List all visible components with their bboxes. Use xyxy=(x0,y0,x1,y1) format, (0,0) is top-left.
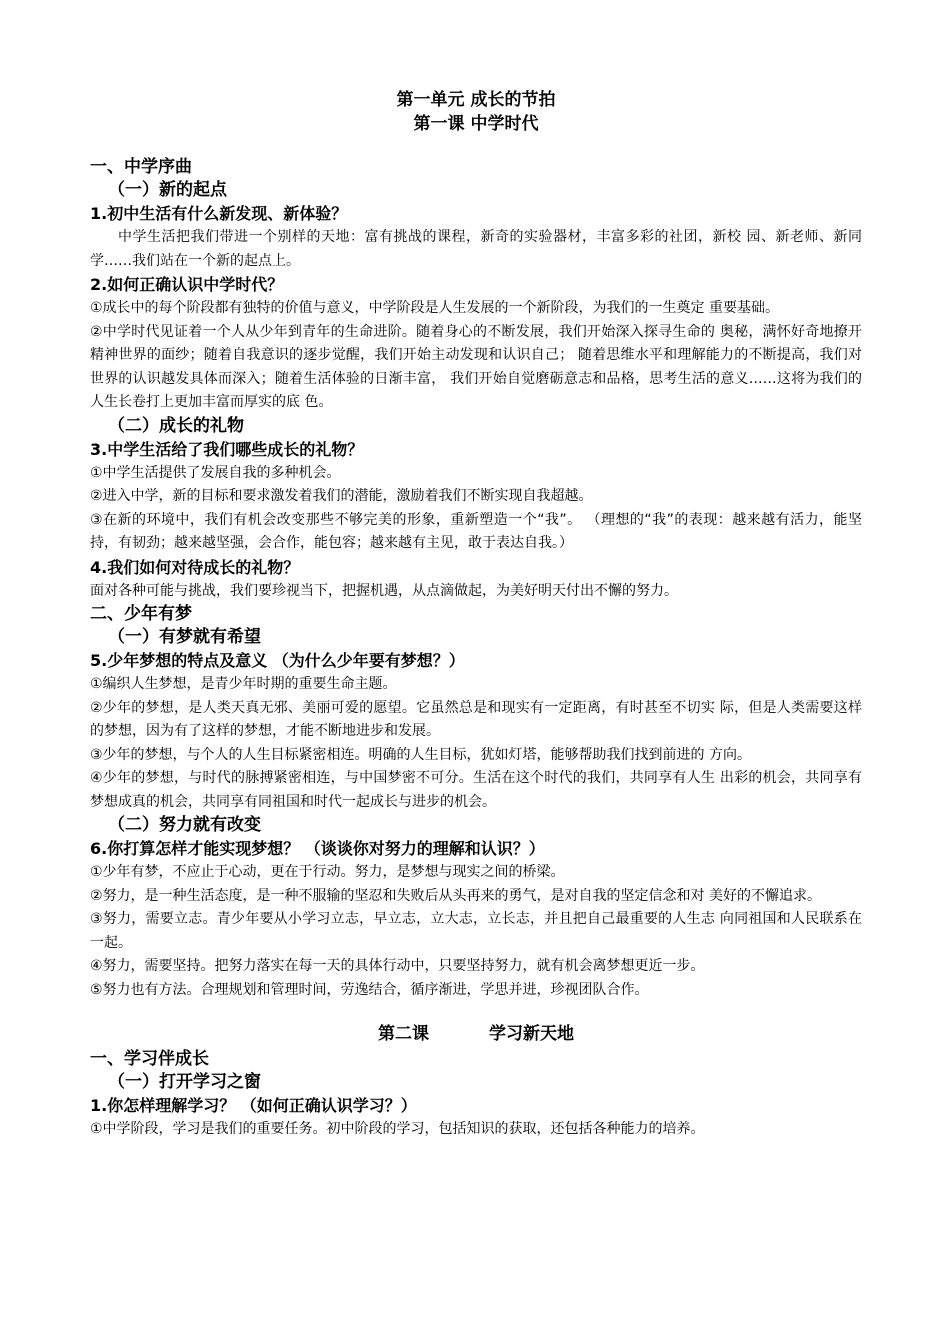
paragraph: ③少年的梦想，与个人的人生目标紧密相连。明确的人生目标，犹如灯塔，能够帮助我们找到前进的 方向。 xyxy=(90,746,751,763)
question-heading: 1.初中生活有什么新发现、新体验？ xyxy=(90,204,348,223)
paragraph: ④努力，需要坚持。把努力落实在每一天的具体行动中，只要坚持努力，就有机会离梦想更近一步。 xyxy=(90,958,705,974)
lesson2-name: 学习新天地 xyxy=(489,1024,574,1044)
lesson1-title: 第一课 中学时代 xyxy=(413,114,539,134)
paragraph: ①编织人生梦想，是青少年时期的重要生命主题。 xyxy=(90,676,397,692)
paragraph: 中学生活把我们带进一个别样的天地：富有挑战的课程，新奇的实验器材，丰富多彩的社团，新校 园、新老师、新同学……我们站在一个新的起点上。 xyxy=(90,229,862,269)
paragraph: ①成长中的每个阶段都有独特的价值与意义，中学阶段是人生发展的一个新阶段，为我们的一生奠定 重要基础。 xyxy=(90,300,779,316)
unit-title: 第一单元 成长的节拍 xyxy=(396,90,556,110)
paragraph: ①少年有梦，不应止于心动，更在于行动。努力，是梦想与现实之间的桥梁。 xyxy=(90,864,565,880)
subsection-heading: （一）新的起点 xyxy=(108,180,227,200)
document-page xyxy=(90,88,862,1142)
section-heading: 一、学习伴成长 xyxy=(90,1049,209,1069)
question-heading: 1.你怎样理解学习？ （如何正确认识学习？） xyxy=(90,1096,417,1115)
paragraph: ①中学生活提供了发展自我的多种机会。 xyxy=(90,464,341,481)
paragraph: ④少年的梦想，与时代的脉搏紧密相连，与中国梦密不可分。生活在这个时代的我们，共同享有人生 出彩的机会，共同享有梦想成真的机会，共同享有同祖国和时代一起成长与进步的机会。 xyxy=(90,770,862,810)
paragraph: ②进入中学，新的目标和要求激发着我们的潜能，激励着我们不断实现自我超越。 xyxy=(90,488,593,504)
lesson2-label: 第二课 xyxy=(378,1024,429,1044)
subsection-heading: （一）打开学习之窗 xyxy=(108,1072,261,1092)
paragraph: ②中学时代见证着一个人从少年到青年的生命进阶。随着身心的不断发展，我们开始深入探寻生命的 奥秘，满怀好奇地撩开精神世界的面纱；随着自我意识的逐步觉醒，我们开始主动发现和认识自己； 随着思维水平和理解能力的不断提高，我们对世界的认识越发具体而深入；随着生活体验的日渐丰富， 我们开始自觉磨砺意志和品格，思考生活的意义……这将为我们的人生长卷打上更加丰富而厚实的底 色。 xyxy=(90,323,862,410)
subsection-heading: （一）有梦就有希望 xyxy=(108,627,261,647)
question-heading: 6.你打算怎样才能实现梦想？ （谈谈你对努力的理解和认识？） xyxy=(90,839,545,858)
paragraph: ③努力，需要立志。青少年要从小学习立志，早立志，立大志，立长志，并且把自己最重要的人生志 向同祖国和人民联系在一起。 xyxy=(90,911,862,951)
subsection-heading: （二）努力就有改变 xyxy=(108,815,261,835)
paragraph: 面对各种可能与挑战，我们要珍视当下，把握机遇，从点滴做起，为美好明天付出不懈的努力。 xyxy=(90,582,678,599)
question-heading: 2.如何正确认识中学时代？ xyxy=(90,275,284,294)
question-heading: 4.我们如何对待成长的礼物？ xyxy=(90,557,300,577)
section-heading: 一、中学序曲 xyxy=(90,157,192,177)
paragraph: ③在新的环境中，我们有机会改变那些不够完美的形象，重新塑造一个“我”。 （理想的“我”的表现：越来越有活力，能坚持，有韧劲；越来越坚强，会合作，能包容；越来越有主见，敢于表达自我。） xyxy=(90,511,862,551)
subsection-heading: （二）成长的礼物 xyxy=(108,415,244,436)
spacer xyxy=(90,1002,862,1016)
question-heading: 5.少年梦想的特点及意义 （为什么少年要有梦想？） xyxy=(90,651,465,670)
lesson2-title xyxy=(90,1022,862,1046)
paragraph: ①中学阶段，学习是我们的重要任务。初中阶段的学习，包括知识的获取，还包括各种能力的培养。 xyxy=(90,1121,705,1137)
question-heading: 3.中学生活给了我们哪些成长的礼物？ xyxy=(90,439,364,459)
paragraph: ②努力，是一种生活态度，是一种不服输的坚忍和失败后从头再来的勇气，是对自我的坚定信念和对 美好的不懈追求。 xyxy=(90,887,821,904)
paragraph: ⑤努力也有方法。合理规划和管理时间，劳逸结合，循序渐进，学思并进，珍视团队合作。 xyxy=(90,981,649,998)
section-heading: 二、少年有梦 xyxy=(90,604,192,624)
paragraph: ②少年的梦想，是人类天真无邪、美丽可爱的愿望。它虽然总是和现实有一定距离，有时甚至不切实 际，但是人类需要这样的梦想，因为有了这样的梦想，才能不断地进步和发展。 xyxy=(90,699,862,739)
